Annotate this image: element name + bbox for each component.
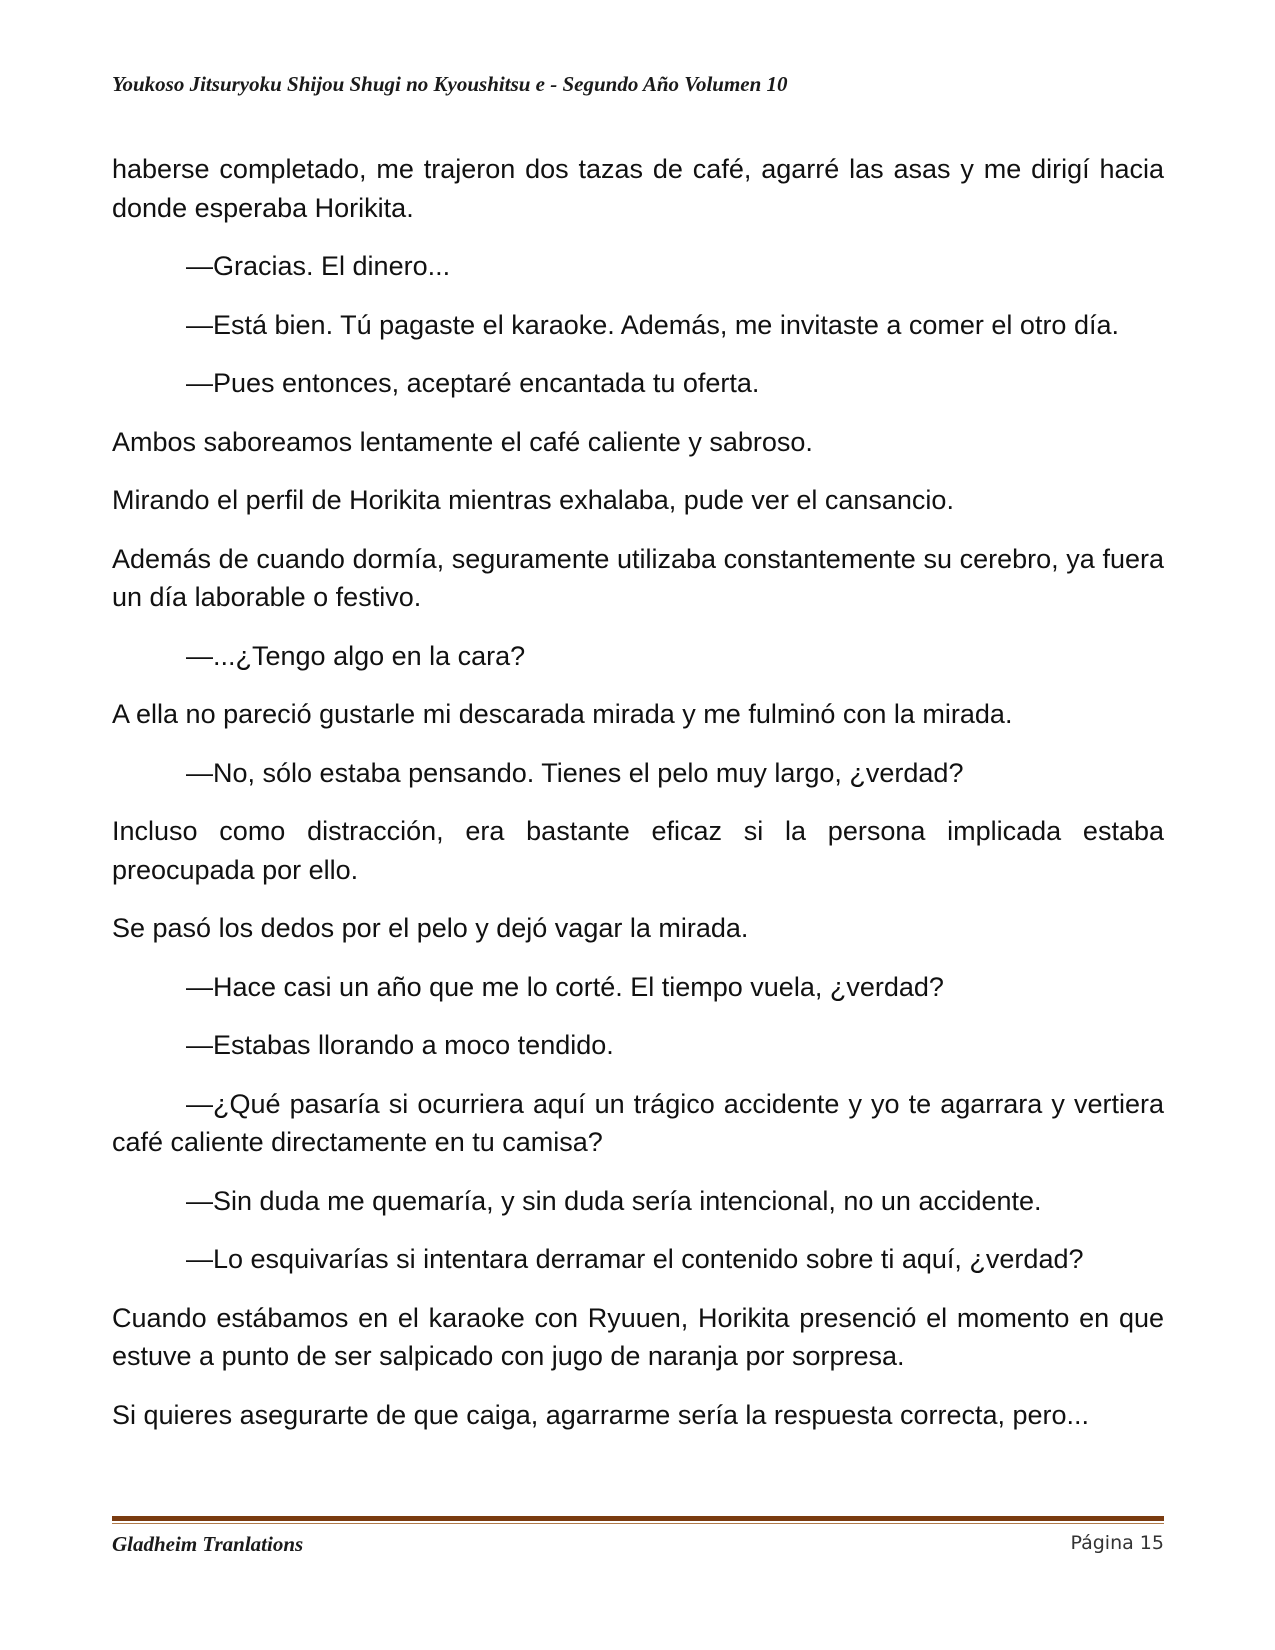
page-header-title: Youkoso Jitsuryoku Shijou Shugi no Kyoushitsu e - Segundo Año Volumen 10 — [112, 72, 788, 96]
paragraph-dialogue: —No, sólo estaba pensando. Tienes el pelo muy largo, ¿verdad? — [186, 757, 964, 788]
paragraph-dialogue: —Gracias. El dinero... — [186, 251, 451, 281]
paragraph-dialogue: —Hace casi un año que me lo corté. El tiempo vuela, ¿verdad? — [186, 971, 944, 1002]
paragraph-narration: Incluso como distracción, era bastante eficaz si la persona implicada estaba preocupada por ello. — [112, 816, 1164, 885]
paragraph-dialogue: —Está bien. Tú pagaste el karaoke. Además, me invitaste a comer el otro día. — [186, 309, 1119, 340]
paragraph-narration: Además de cuando dormía, seguramente utilizaba constantemente su cerebro, ya fuera un día laborable o festivo. — [112, 543, 1164, 612]
footer-divider-thick — [112, 1516, 1164, 1521]
paragraph-narration: haberse completado, me trajeron dos tazas de café, agarré las asas y me dirigí hacia donde esperaba Horikita. — [112, 154, 1164, 223]
paragraph-dialogue: —...¿Tengo algo en la cara? — [186, 640, 526, 671]
paragraph-dialogue: —Estabas llorando a moco tendido. — [186, 1030, 614, 1060]
paragraph-narration: Ambos saboreamos lentamente el café caliente y sabroso. — [112, 426, 813, 457]
footer-divider-thin — [112, 1523, 1164, 1524]
paragraph-dialogue: —Lo esquivarías si intentara derramar el contenido sobre ti aquí, ¿verdad? — [186, 1244, 1084, 1274]
paragraph-narration: A ella no pareció gustarle mi descarada mirada y me fulminó con la mirada. — [112, 699, 1013, 729]
body-text — [112, 150, 1164, 1454]
paragraph-narration: Cuando estábamos en el karaoke con Ryuuen, Horikita presenció el momento en que estuve a punto de ser salpicado con jugo de naranja por sorpresa. — [112, 1302, 1164, 1371]
paragraph-narration: Se pasó los dedos por el pelo y dejó vagar la mirada. — [112, 913, 749, 943]
paragraph-narration: Mirando el perfil de Horikita mientras exhalaba, pude ver el cansancio. — [112, 485, 954, 515]
paragraph-narration: Si quieres asegurarte de que caiga, agarrarme sería la respuesta correcta, pero... — [112, 1399, 1090, 1430]
paragraph-dialogue: —Sin duda me quemaría, y sin duda sería intencional, no un accidente. — [186, 1185, 1042, 1216]
paragraph-dialogue: —Pues entonces, aceptaré encantada tu oferta. — [186, 368, 760, 398]
page-number: Página 15 — [1070, 1532, 1164, 1554]
paragraph-dialogue: —¿Qué pasaría si ocurriera aquí un trágico accidente y yo te agarrara y vertiera café caliente directamente en tu camisa? — [112, 1088, 1164, 1157]
footer-credit: Gladheim Tranlations — [112, 1532, 304, 1556]
